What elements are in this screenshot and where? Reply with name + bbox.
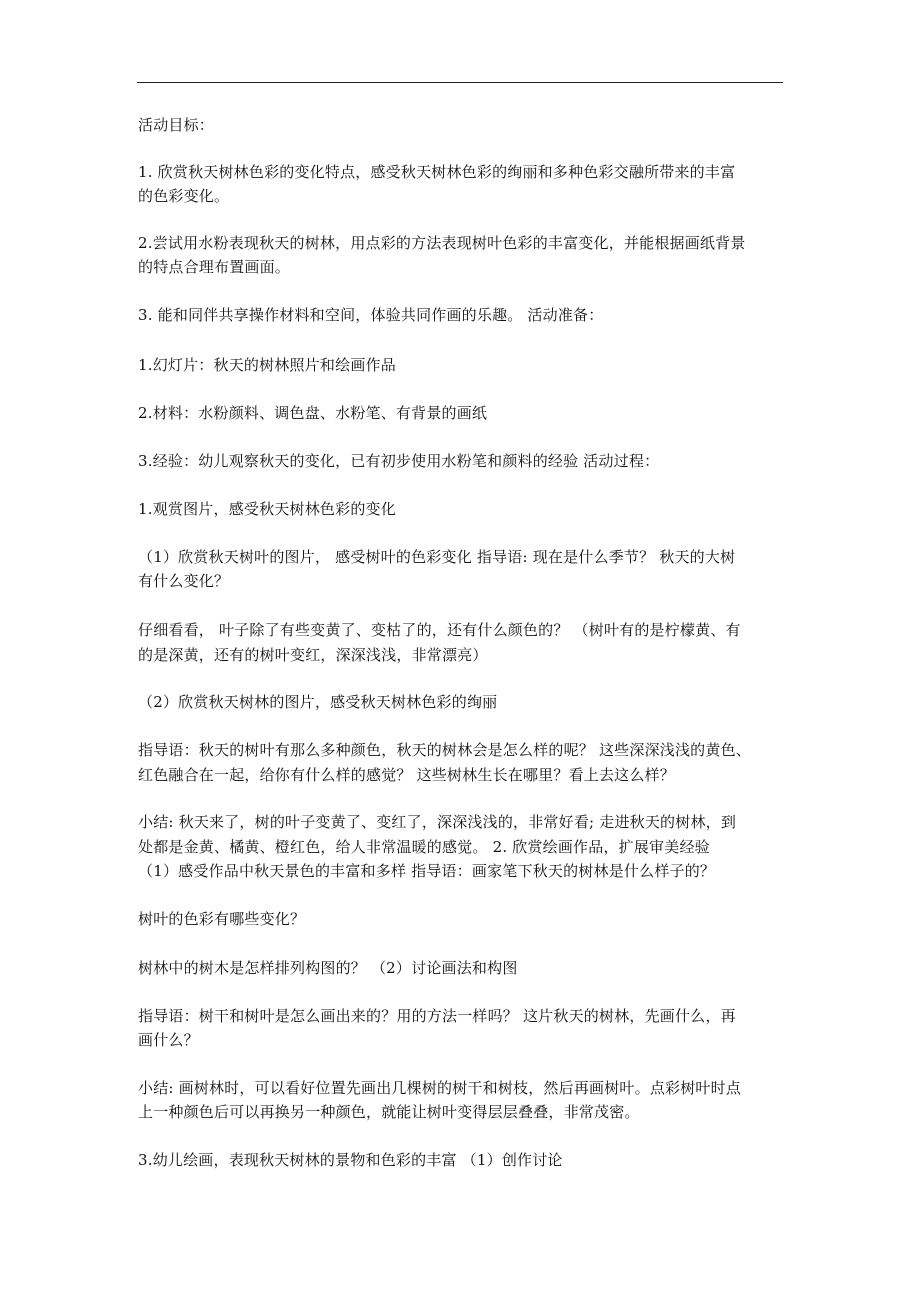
paragraph-line: 的色彩变化。 <box>138 187 230 205</box>
heading-activity-goals: 活动目标： <box>138 116 215 134</box>
paragraph-line: 指导语：秋天的树叶有那么多种颜色，秋天的树林会是怎么样的呢？ 这些深深浅浅的黄色、 <box>138 741 751 759</box>
paragraph-line: 树叶的色彩有哪些变化？ <box>138 910 306 928</box>
paragraph-line: （2）欣赏秋天树林的图片，感受秋天树林色彩的绚丽 <box>138 693 498 711</box>
paragraph-line: 3.经验：幼儿观察秋天的变化，已有初步使用水粉笔和颜料的经验 活动过程： <box>138 452 660 470</box>
paragraph-line: （1）感受作品中秋天景色的丰富和多样 指导语：画家笔下秋天的树林是什么样子的？ <box>138 862 716 880</box>
paragraph-line: 处都是金黄、橘黄、橙红色，给人非常温暖的感觉。 2. 欣赏绘画作品，扩展审美经验 <box>138 838 710 856</box>
paragraph-line: 1.幻灯片：秋天的树林照片和绘画作品 <box>138 356 396 374</box>
paragraph-line: 红色融合在一起，给你有什么样的感觉？ 这些树林生长在哪里？看上去这么样？ <box>138 766 675 784</box>
paragraph-line: 树林中的树木是怎样排列构图的？ （2）讨论画法和构图 <box>138 959 518 977</box>
paragraph-line: 仔细看看， 叶子除了有些变黄了、变枯了的，还有什么颜色的？ （树叶有的是柠檬黄、有 <box>138 621 741 639</box>
paragraph-line: 2.材料：水粉颜料、调色盘、水粉笔、有背景的画纸 <box>138 404 488 422</box>
paragraph-line: 上一种颜色后可以再换另一种颜色，就能让树叶变得层层叠叠，非常茂密。 <box>138 1103 640 1121</box>
paragraph-line: 3.幼儿绘画，表现秋天树林的景物和色彩的丰富 （1）创作讨论 <box>138 1151 563 1169</box>
paragraph-line: 画什么？ <box>138 1031 199 1049</box>
paragraph-line: 有什么变化？ <box>138 572 230 590</box>
paragraph-line: 的特点合理布置画面。 <box>138 258 291 276</box>
paragraph-line: 2.尝试用水粉表现秋天的树林，用点彩的方法表现树叶色彩的丰富变化，并能根据画纸背景 <box>138 234 746 252</box>
paragraph-line: 小结: 秋天来了，树的叶子变黄了、变红了，深深浅浅的，非常好看; 走进秋天的树林，到 <box>138 813 737 831</box>
paragraph-line: （1）欣赏秋天树叶的图片， 感受树叶的色彩变化 指导语: 现在是什么季节？ 秋天的大树 <box>138 548 736 566</box>
header-rule <box>137 82 783 83</box>
paragraph-line: 小结: 画树林时，可以看好位置先画出几棵树的树干和树枝，然后再画树叶。点彩树叶时点 <box>138 1079 742 1097</box>
paragraph-line: 1. 欣赏秋天树林色彩的变化特点，感受秋天树林色彩的绚丽和多种色彩交融所带来的丰富 <box>138 163 736 181</box>
paragraph-line: 1.观赏图片，感受秋天树林色彩的变化 <box>138 500 396 518</box>
paragraph-line: 指导语：树干和树叶是怎么画出来的？用的方法一样吗？ 这片秋天的树林，先画什么，再 <box>138 1007 736 1025</box>
paragraph-line: 的是深黄，还有的树叶变红，深深浅浅，非常漂亮） <box>138 646 488 664</box>
paragraph-line: 3. 能和同伴共享操作材料和空间，体验共同作画的乐趣。 活动准备： <box>138 306 604 324</box>
